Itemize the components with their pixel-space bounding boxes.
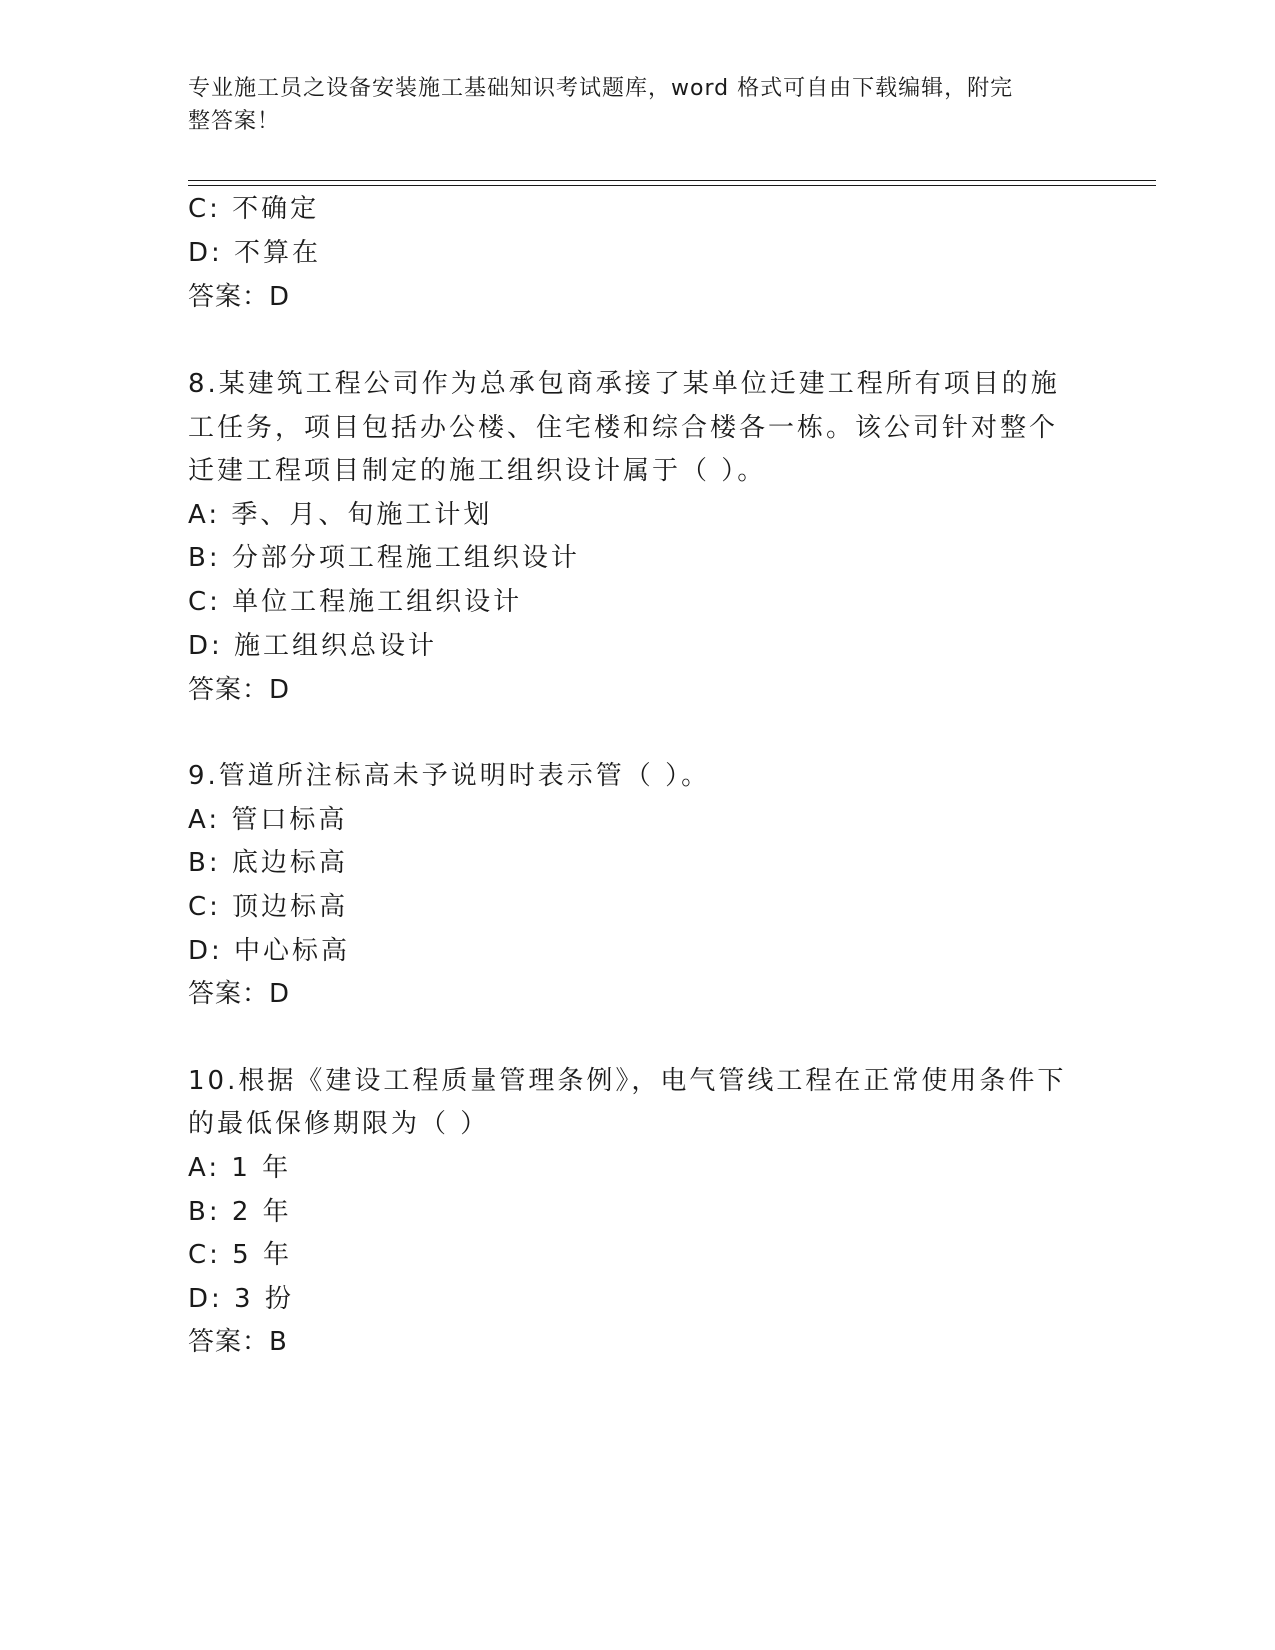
q9-option-c: C: 顶边标高 xyxy=(188,892,349,922)
q9-stem-line-1: 9.管道所注标高未予说明时表示管（ ）。 xyxy=(188,761,711,791)
q10-option-a: A: 1 年 xyxy=(188,1153,292,1183)
document-header xyxy=(188,72,1088,138)
q9-answer: 答案：D xyxy=(188,979,291,1009)
q10-option-c: C: 5 年 xyxy=(188,1240,292,1270)
header-line-2: 整答案！ xyxy=(188,109,281,134)
q8-option-d: D: 施工组织总设计 xyxy=(188,631,438,661)
q8-stem-line-2: 工任务，项目包括办公楼、住宅楼和综合楼各一栋。该公司针对整个 xyxy=(188,413,1059,443)
q7-answer: 答案：D xyxy=(188,282,291,312)
q10-option-b: B: 2 年 xyxy=(188,1197,292,1227)
header-rule-top xyxy=(188,180,1156,181)
q8-option-c: C: 单位工程施工组织设计 xyxy=(188,587,523,617)
q7-option-c: C: 不确定 xyxy=(188,194,320,224)
q8-stem-line-3: 迁建工程项目制定的施工组织设计属于（ ）。 xyxy=(188,456,767,486)
q8-option-a: A: 季、月、旬施工计划 xyxy=(188,500,493,530)
header-line-1: 专业施工员之设备安装施工基础知识考试题库，word 格式可自由下载编辑，附完 xyxy=(188,76,1014,101)
header-rule-bottom xyxy=(188,185,1156,186)
q9-option-d: D: 中心标高 xyxy=(188,936,351,966)
q7-option-d: D: 不算在 xyxy=(188,238,322,268)
q8-stem-line-1: 8.某建筑工程公司作为总承包商承接了某单位迁建工程所有项目的施 xyxy=(188,369,1060,399)
q9-option-b: B: 底边标高 xyxy=(188,848,348,878)
q8-answer: 答案：D xyxy=(188,675,291,705)
q9-option-a: A: 管口标高 xyxy=(188,805,348,835)
q10-answer: 答案：B xyxy=(188,1327,288,1357)
q10-stem-line-2: 的最低保修期限为（ ） xyxy=(188,1109,490,1139)
q10-stem-line-1: 10.根据《建设工程质量管理条例》，电气管线工程在正常使用条件下 xyxy=(188,1066,1067,1096)
q10-option-d: D: 3 扮 xyxy=(188,1284,294,1314)
q8-option-b: B: 分部分项工程施工组织设计 xyxy=(188,543,580,573)
